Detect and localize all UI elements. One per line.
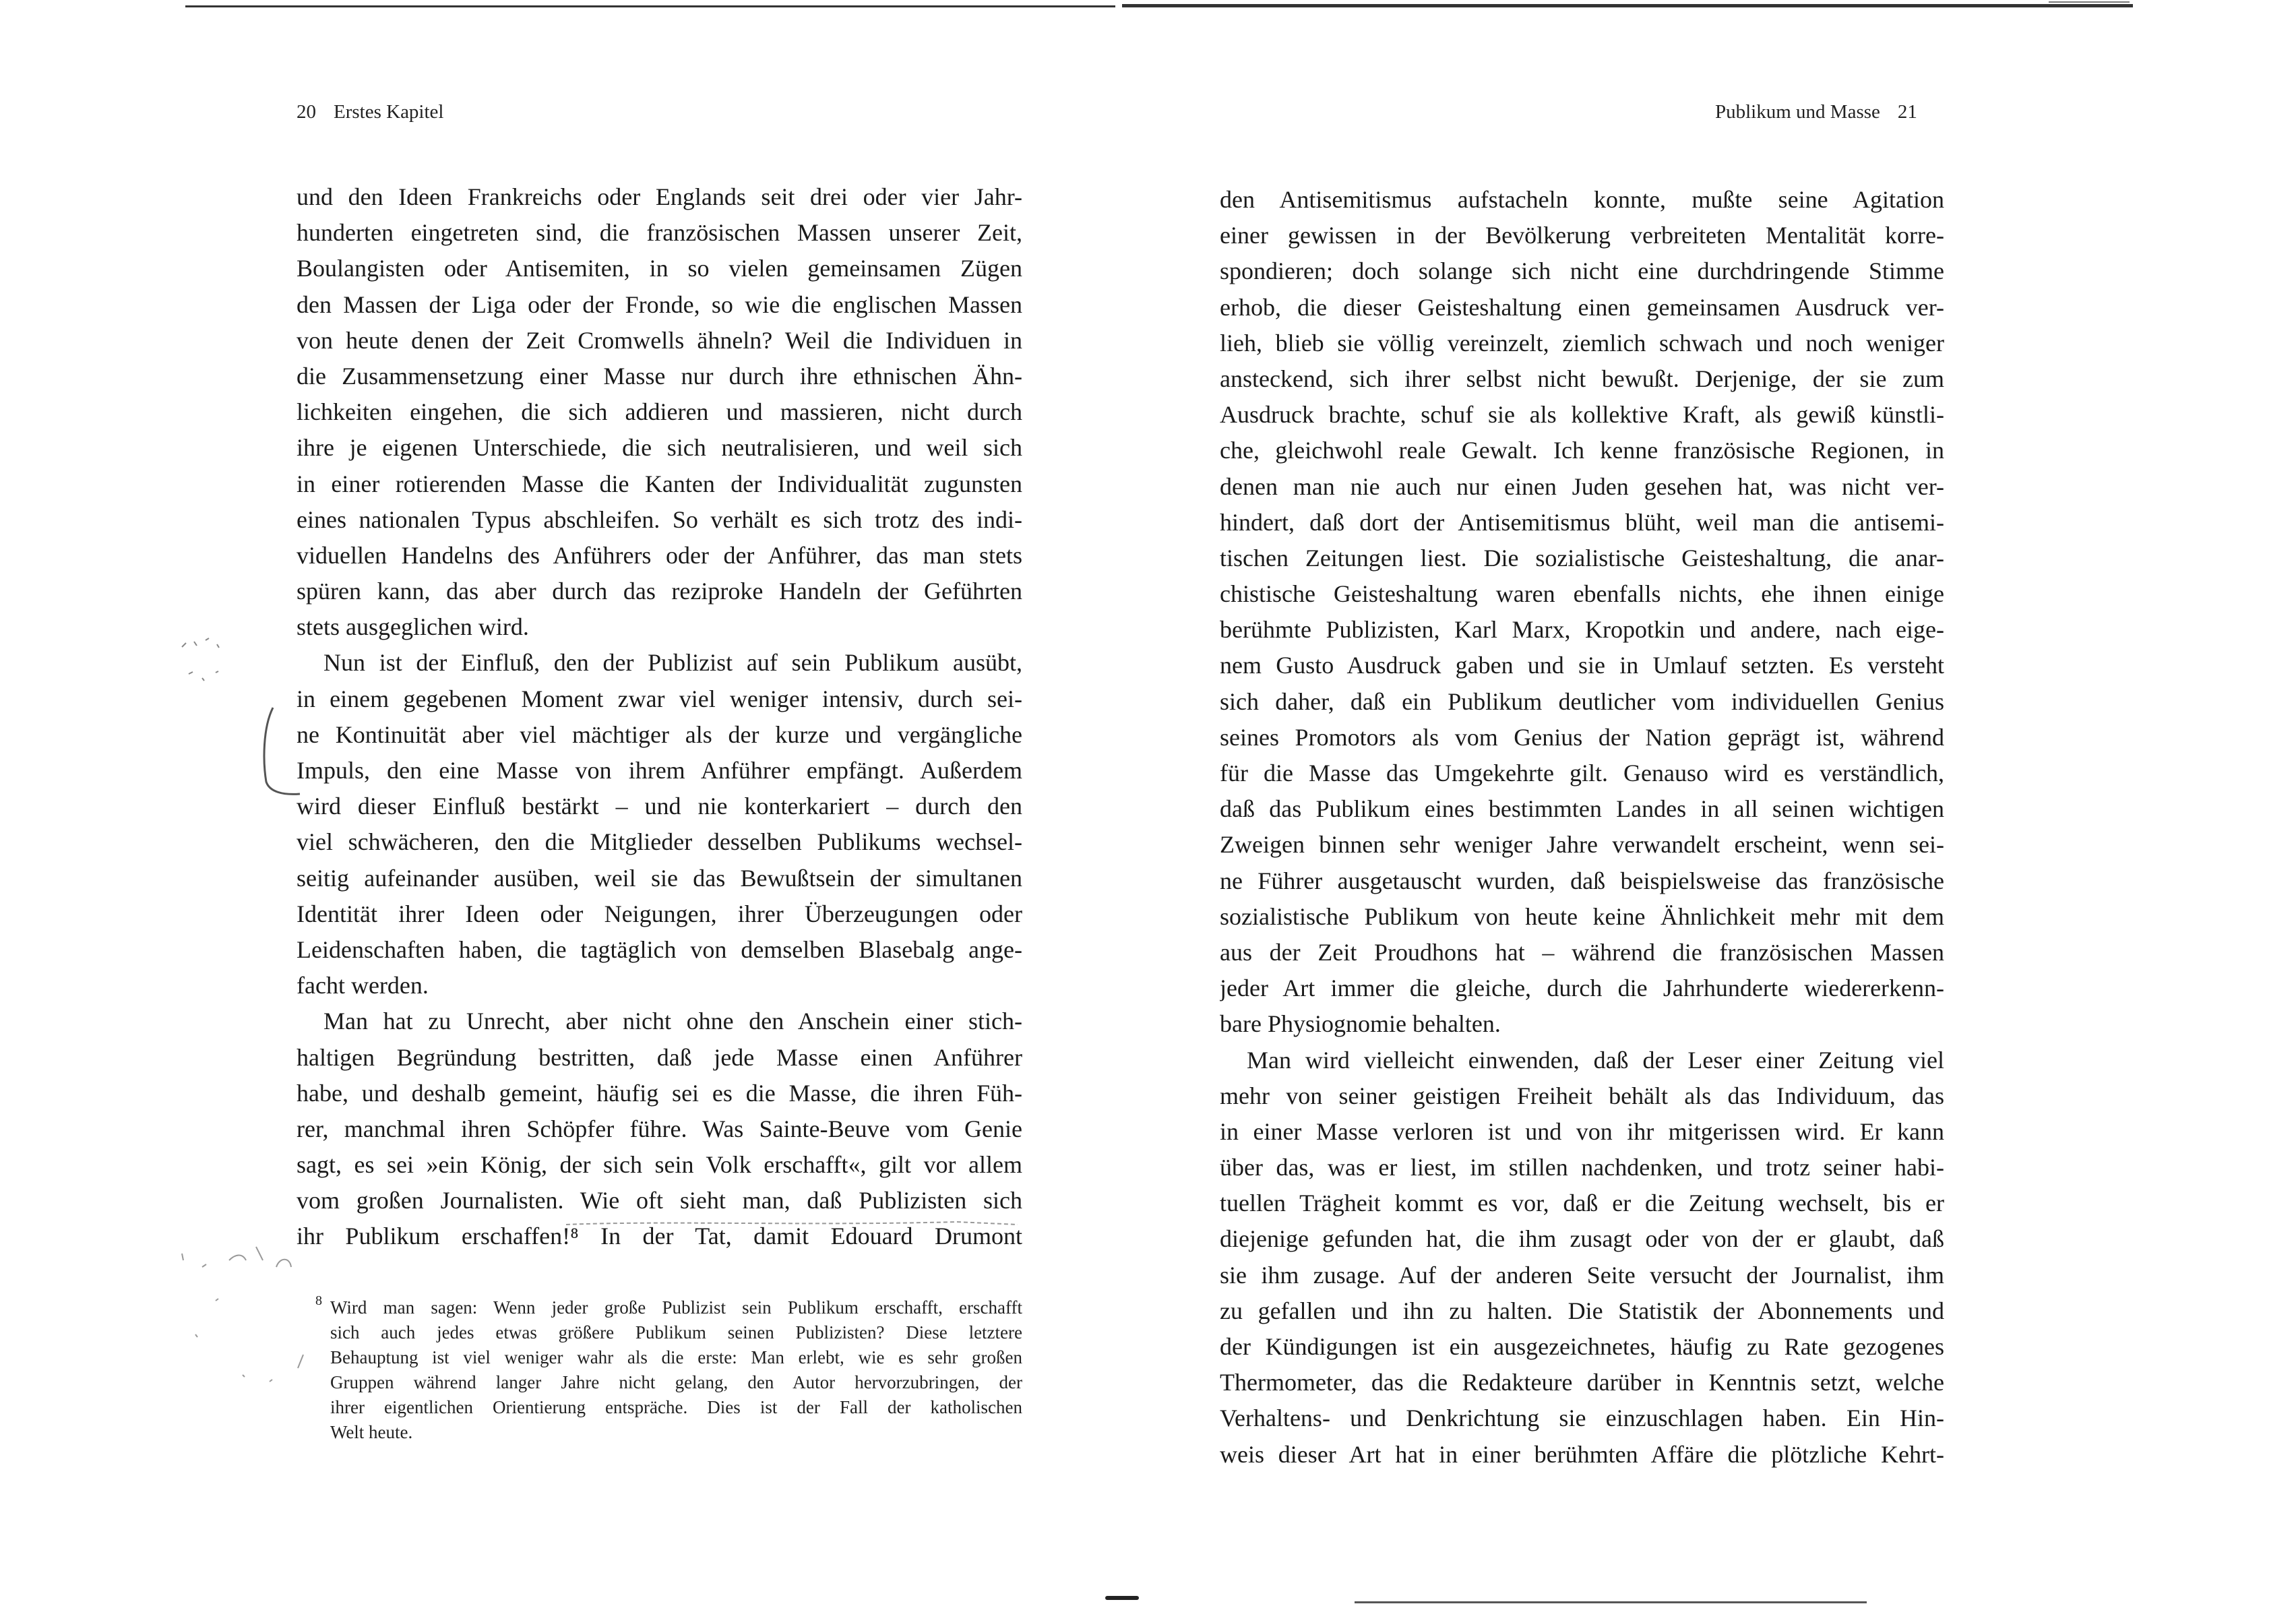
pencil-bracket-mark xyxy=(253,701,307,802)
text-line: stets ausgeglichen wird. xyxy=(297,613,529,641)
text-line: ihre je eigenen Unterschiede, die sich neutralisieren, und weil sich xyxy=(297,434,1022,462)
text-line: habe, und deshalb gemeint, häufig sei es die Masse, die ihren Füh- xyxy=(297,1079,1022,1107)
text-line: ne Kontinuität aber viel mächtiger als der kurze und vergängliche xyxy=(297,720,1022,748)
footnote-marker: 8 xyxy=(315,1293,322,1308)
text-line: vom großen Journalisten. Wie oft sieht man, daß Publizisten sich xyxy=(297,1187,1022,1214)
text-line: Verhaltens- und Denkrichtung sie einzuschlagen haben. Ein Hin- xyxy=(1220,1405,1944,1432)
footnote-line: Wird man sagen: Wenn jeder große Publizist sein Publikum erschafft, erschafft xyxy=(330,1297,1022,1318)
text-line: und den Ideen Frankreichs oder Englands seit drei oder vier Jahr- xyxy=(297,183,1022,210)
text-line: diejenige gefunden hat, die ihm zusagt oder von der er glaubt, daß xyxy=(1220,1225,1944,1253)
text-line: sie ihm zusage. Auf der anderen Seite versucht der Journalist, ihm xyxy=(1220,1261,1944,1289)
footnote-line: ihrer eigentlichen Orientierung entspräche. Dies ist der Fall der katholischen xyxy=(330,1397,1022,1417)
text-line: haltigen Begründung bestritten, daß jede Masse einen Anführer xyxy=(297,1043,1022,1071)
left-body-text xyxy=(297,179,1022,1255)
text-line: erhob, die dieser Geisteshaltung einen gemeinsamen Ausdruck ver- xyxy=(1220,293,1944,321)
right-page xyxy=(1148,0,2296,1604)
text-line: den Antisemitismus aufstacheln konnte, mußte seine Agitation xyxy=(1220,186,1944,213)
text-line: die Zusammensetzung einer Masse nur durch ihre ethnischen Ähn- xyxy=(297,362,1022,390)
text-line: jeder Art immer die gleiche, durch die Jahrhunderte wiedererkenn- xyxy=(1220,975,1944,1002)
text-line: sozialistische Publikum von heute keine Ähnlichkeit mehr mit dem xyxy=(1220,902,1944,930)
text-line: berühmte Publizisten, Karl Marx, Kropotkin und andere, nach eige- xyxy=(1220,616,1944,644)
text-line: eines nationalen Typus abschleifen. So verhält es sich trotz des indi- xyxy=(297,505,1022,533)
text-line: hunderten eingetreten sind, die französischen Massen unserer Zeit, xyxy=(297,219,1022,247)
text-line: Nun ist der Einfluß, den der Publizist auf sein Publikum ausübt, xyxy=(323,649,1022,677)
text-line: Identität ihrer Ideen oder Neigungen, ihrer Überzeugungen oder xyxy=(297,900,1022,927)
pencil-underline-mark xyxy=(566,1216,1024,1243)
text-line: nem Gusto Ausdruck gaben und sie in Umlauf setzten. Es versteht xyxy=(1220,652,1944,679)
text-line: ansteckend, sich ihrer selbst nicht bewußt. Derjenige, der sie zum xyxy=(1220,365,1944,392)
text-line: Leidenschaften haben, die tagtäglich von demselben Blasebalg ange- xyxy=(297,935,1022,963)
text-line: tuellen Trägheit kommt es vor, daß er die Zeitung wechselt, bis er xyxy=(1220,1190,1944,1217)
text-line: aus der Zeit Proudhons hat – während die französischen Massen xyxy=(1220,938,1944,966)
text-line: bare Physiognomie behalten. xyxy=(1220,1010,1501,1038)
text-line: ne Führer ausgetauscht wurden, daß beispielsweise das französische xyxy=(1220,867,1944,894)
footnote-line: sich auch jedes etwas größere Publikum seinen Publizisten? Diese letztere xyxy=(330,1322,1022,1343)
footnote-line: Gruppen während langer Jahre nicht gelang, den Autor hervorzubringen, der xyxy=(330,1372,1022,1392)
text-line: lichkeiten eingehen, die sich addieren und massieren, nicht durch xyxy=(297,398,1022,426)
text-line: Impuls, den eine Masse von ihrem Anführer empfängt. Außerdem xyxy=(297,757,1022,784)
text-line: Man hat zu Unrecht, aber nicht ohne den Anschein einer stich- xyxy=(323,1008,1022,1035)
text-line: rer, manchmal ihren Schöpfer führe. Was Sainte-Beuve vom Genie xyxy=(297,1115,1022,1142)
text-line: denen man nie auch nur einen Juden gesehen hat, was nicht ver- xyxy=(1220,472,1944,500)
footnote-8 xyxy=(315,1293,1022,1445)
right-page-number: 21 xyxy=(1897,101,1917,123)
text-line: wird dieser Einfluß bestärkt – und nie konterkariert – durch den xyxy=(297,793,1022,820)
text-line: viduellen Handelns des Anführers oder der Anführer, das man stets xyxy=(297,541,1022,569)
footnote-line: Welt heute. xyxy=(330,1422,413,1442)
text-line: für die Masse das Umgekehrte gilt. Genauso wird es verständlich, xyxy=(1220,760,1944,786)
pencil-scribble-mark xyxy=(175,627,249,701)
right-running-head xyxy=(1715,101,1917,123)
text-line: seitig aufeinander ausüben, weil sie das Bewußtsein der simultanen xyxy=(297,864,1022,892)
footnote-line: Behauptung ist viel weniger wahr als die erste: Man erlebt, wie es sehr großen xyxy=(330,1347,1022,1367)
text-line: seines Promotors als vom Genius der Nation geprägt ist, während xyxy=(1220,723,1944,751)
text-line: weis dieser Art hat in einer berühmten Affäre die plötzliche Kehrt- xyxy=(1220,1440,1944,1468)
text-line: sagt, es sei »ein König, der sich sein Volk erschafft«, gilt vor allem xyxy=(297,1151,1022,1179)
text-line: über das, was er liest, im stillen nachdenken, und trotz seiner habi- xyxy=(1220,1154,1944,1181)
left-page-number: 20 xyxy=(297,101,316,123)
right-body-text xyxy=(1220,182,1944,1473)
text-line: in einer rotierenden Masse die Kanten der Individualität zugunsten xyxy=(297,470,1022,497)
text-line: Thermometer, das die Redakteure darüber in Kenntnis setzt, welche xyxy=(1220,1369,1944,1396)
text-line: facht werden. xyxy=(297,972,429,999)
text-line: viel schwächeren, den die Mitglieder desselben Publikums wechsel- xyxy=(297,828,1022,856)
left-running-head xyxy=(297,101,443,123)
text-line: sich daher, daß ein Publikum deutlicher vom individuellen Genius xyxy=(1220,687,1944,715)
text-line: tischen Zeitungen liest. Die sozialistische Geisteshaltung, die anar- xyxy=(1220,544,1944,572)
left-chapter-title: Erstes Kapitel xyxy=(334,101,444,123)
text-line: Boulangisten oder Antisemiten, in so vielen gemeinsamen Zügen xyxy=(297,255,1022,282)
text-line: der Kündigungen ist ein ausgezeichnetes, häufig zu Rate gezogenes xyxy=(1220,1333,1944,1360)
text-line: lieh, blieb sie völlig vereinzelt, ziemlich schwach und noch weniger xyxy=(1220,329,1944,357)
text-line: chistische Geisteshaltung waren ebenfalls nichts, ehe ihnen einige xyxy=(1220,580,1944,608)
text-line: ihr Publikum erschaffen!⁸ In der Tat, damit Edouard Drumont xyxy=(297,1223,1022,1250)
right-section-title: Publikum und Masse xyxy=(1715,101,1880,123)
text-line: hindert, daß dort der Antisemitismus blüht, weil man die antisemi- xyxy=(1220,508,1944,536)
text-line: mehr von seiner geistigen Freiheit behält als das Individuum, das xyxy=(1220,1082,1944,1109)
text-line: Man wird vielleicht einwenden, daß der Leser einer Zeitung viel xyxy=(1247,1046,1944,1074)
text-line: einer gewissen in der Bevölkerung verbreiteten Mentalität korre- xyxy=(1220,222,1944,249)
text-line: zu gefallen und ihn zu halten. Die Statistik der Abonnements und xyxy=(1220,1297,1944,1324)
text-line: von heute denen der Zeit Cromwells ähneln? Weil die Individuen in xyxy=(297,326,1022,354)
pencil-scribble-mark xyxy=(175,1240,330,1415)
text-line: che, gleichwohl reale Gewalt. Ich kenne französische Regionen, in xyxy=(1220,437,1944,464)
text-line: in einem gegebenen Moment zwar viel weniger intensiv, durch sei- xyxy=(297,685,1022,712)
text-line: Zweigen binnen sehr weniger Jahre verwandelt erscheint, wenn sei- xyxy=(1220,831,1944,859)
text-line: in einer Masse verloren ist und von ihr mitgerissen wird. Er kann xyxy=(1220,1117,1944,1145)
text-line: den Massen der Liga oder der Fronde, so wie die englischen Massen xyxy=(297,290,1022,318)
text-line: spüren kann, das aber durch das reziproke Handeln der Geführten xyxy=(297,578,1022,605)
text-line: daß das Publikum eines bestimmten Landes in all seinen wichtigen xyxy=(1220,795,1944,823)
text-line: Ausdruck brachte, schuf sie als kollektive Kraft, als gewiß künstli- xyxy=(1220,401,1944,429)
text-line: spondieren; doch solange sich nicht eine durchdringende Stimme xyxy=(1220,257,1944,285)
